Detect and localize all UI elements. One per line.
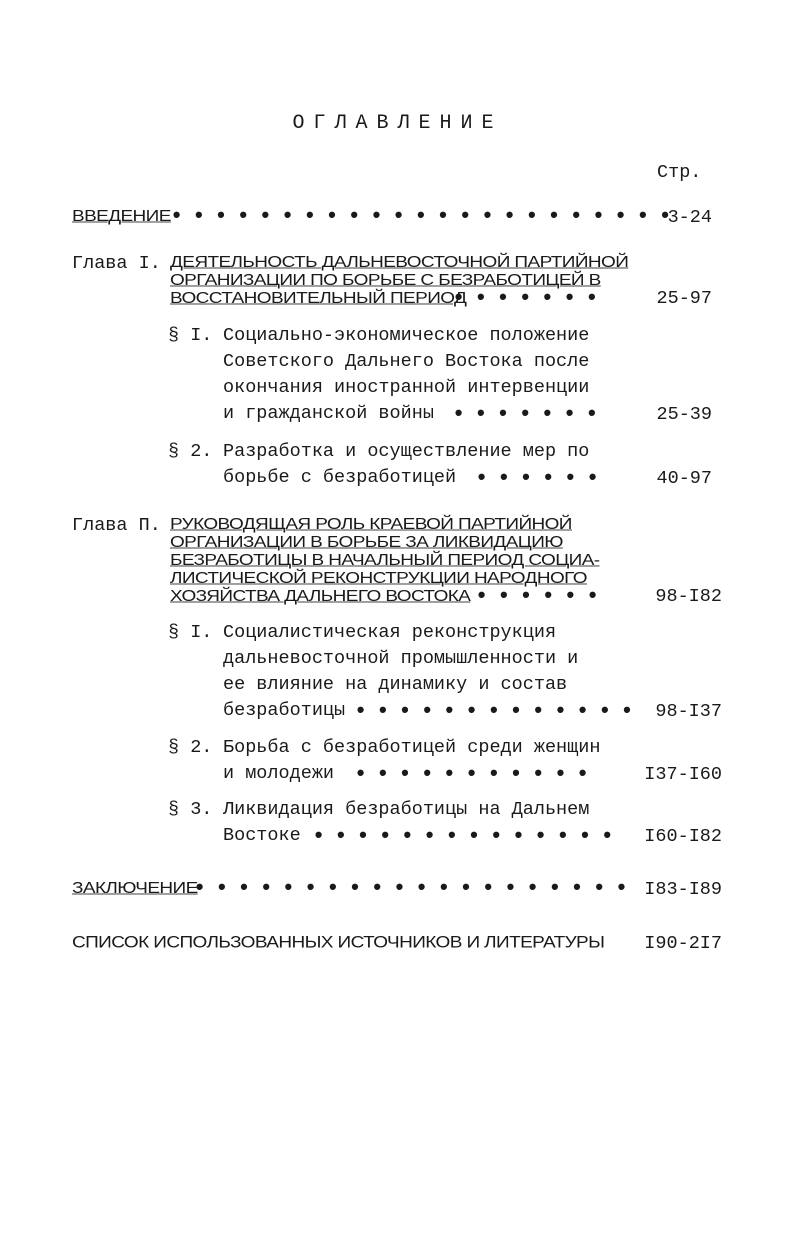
section-title-line: Советского Дальнего Востока после xyxy=(223,351,590,372)
section-title-line: и молодежи xyxy=(223,763,335,784)
chapter-title-line: ХОЗЯЙСТВА ДАЛЬНЕГО ВОСТОКА xyxy=(170,587,471,605)
section-title-line: Разработка и осуществление мер по xyxy=(223,441,590,462)
toc-page-range: 40-97 xyxy=(656,468,712,489)
section-number: § I. xyxy=(168,622,213,643)
toc-page-range: 98-I37 xyxy=(655,701,722,722)
toc-leader-dots: ••••••••••••• xyxy=(354,699,643,724)
toc-entry-label: СПИСОК ИСПОЛЬЗОВАННЫХ ИСТОЧНИКОВ И ЛИТЕРАТУРЫ xyxy=(72,933,605,952)
toc-page-range: I90-2I7 xyxy=(644,933,722,954)
section-title-line: Социалистическая реконструкция xyxy=(223,622,557,643)
chapter-title-line: ВОССТАНОВИТЕЛЬНЫЙ ПЕРИОД xyxy=(170,289,467,307)
chapter-title-line: ОРГАНИЗАЦИИ В БОРЬБЕ ЗА ЛИКВИДАЦИЮ xyxy=(170,533,563,551)
section-title-line: Борьба с безработицей среди женщин xyxy=(223,737,601,758)
section-title-line: безработицы xyxy=(223,700,346,721)
toc-leader-dots: ••••••• xyxy=(452,286,608,311)
toc-page-range: 25-97 xyxy=(656,288,712,309)
chapter-title-line: ЛИСТИЧЕСКОЙ РЕКОНСТРУКЦИИ НАРОДНОГО xyxy=(170,569,587,587)
section-number: § I. xyxy=(168,325,213,346)
section-title-line: дальневосточной промышленности и xyxy=(223,648,579,669)
toc-page-range: 25-39 xyxy=(656,404,712,425)
toc-entry-label: ВВЕДЕНИЕ xyxy=(72,207,171,225)
toc-entry-label: ЗАКЛЮЧЕНИЕ xyxy=(72,879,198,897)
section-number: § 2. xyxy=(168,737,213,758)
toc-leader-dots: •••••••••••••• xyxy=(312,824,623,849)
chapter-title-line: ОРГАНИЗАЦИИ ПО БОРЬБЕ С БЕЗРАБОТИЦЕЙ В xyxy=(170,271,601,289)
chapter-title-line: БЕЗРАБОТИЦЫ В НАЧАЛЬНЫЙ ПЕРИОД СОЦИА- xyxy=(170,551,600,569)
toc-leader-dots: ••••••••••• xyxy=(354,762,599,787)
toc-leader-dots: •••••• xyxy=(475,466,609,491)
page-title: ОГЛАВЛЕНИЕ xyxy=(292,112,503,135)
section-title-line: Востоке xyxy=(223,825,301,846)
toc-page-range: I37-I60 xyxy=(644,764,722,785)
toc-page-range: 98-I82 xyxy=(655,586,722,607)
section-title-line: борьбе с безработицей xyxy=(223,467,457,488)
chapter-title-line: ДЕЯТЕЛЬНОСТЬ ДАЛЬНЕВОСТОЧНОЙ ПАРТИЙНОЙ xyxy=(170,253,629,271)
chapter-prefix: Глава П. xyxy=(72,515,161,536)
section-title-line: ее влияние на динамику и состав xyxy=(223,674,568,695)
toc-page-range: I83-I89 xyxy=(644,879,722,900)
section-number: § 2. xyxy=(168,441,213,462)
toc-leader-dots: ••••••• xyxy=(452,402,608,427)
toc-page-range: I60-I82 xyxy=(644,826,722,847)
toc-leader-dots: •••••• xyxy=(475,584,609,609)
page-column-header: Стр. xyxy=(657,162,702,183)
section-number: § 3. xyxy=(168,799,213,820)
section-title-line: Ликвидация безработицы на Дальнем xyxy=(223,799,590,820)
chapter-prefix: Глава I. xyxy=(72,253,161,274)
section-title-line: Социально-экономическое положение xyxy=(223,325,590,346)
section-title-line: и гражданской войны xyxy=(223,403,434,424)
chapter-title-line: РУКОВОДЯЩАЯ РОЛЬ КРАЕВОЙ ПАРТИЙНОЙ xyxy=(170,515,572,533)
toc-leader-dots: ••••••••••••••••••••••• xyxy=(170,204,681,229)
toc-page-range: 3-24 xyxy=(667,207,712,228)
toc-leader-dots: •••••••••••••••••••• xyxy=(193,876,638,901)
section-title-line: окончания иностранной интервенции xyxy=(223,377,590,398)
